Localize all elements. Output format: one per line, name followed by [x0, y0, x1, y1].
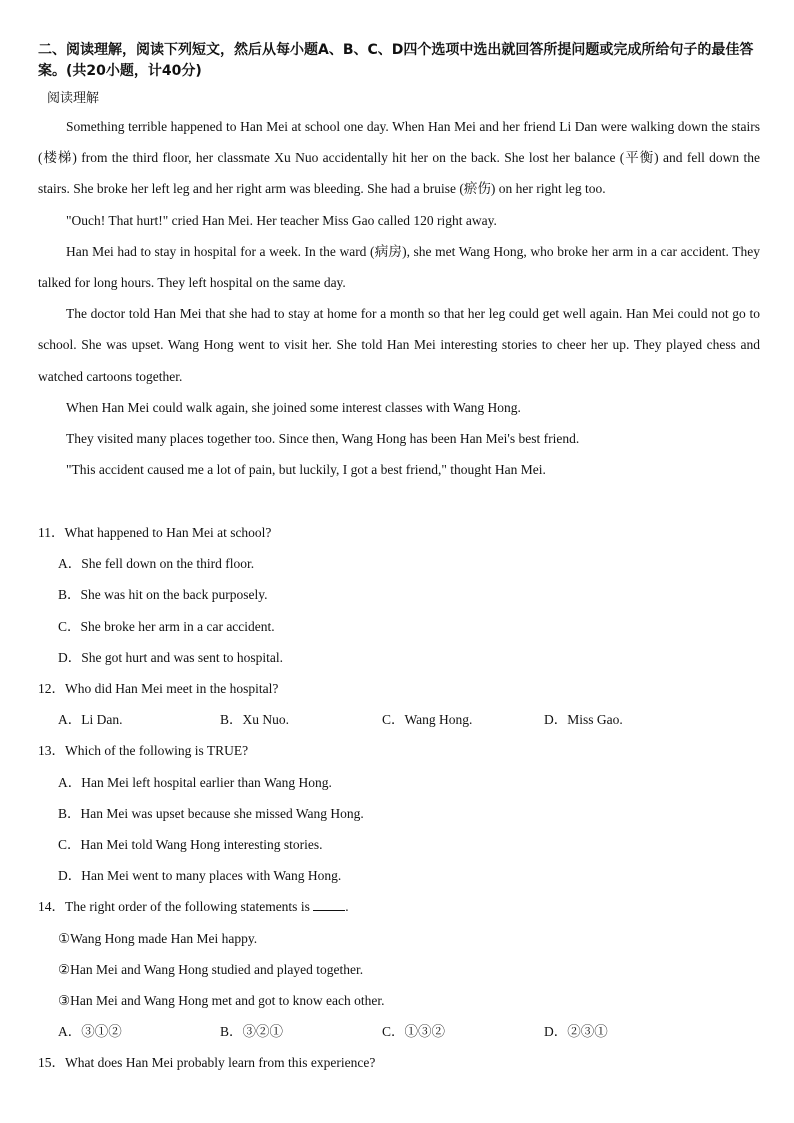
- question-12-option-c: C．Wang Hong.: [382, 712, 473, 728]
- passage-paragraph: Han Mei had to stay in hospital for a week. In the ward (病房), she met Wang Hong, who broke her arm in a car accident. They talked for long hours. They left hospital on the same day.: [38, 243, 760, 291]
- question-13-stem: 13．Which of the following is TRUE?: [38, 743, 249, 759]
- question-13-option-a: A．Han Mei left hospital earlier than Wang Hong.: [58, 774, 332, 790]
- question-12-option-b: B．Xu Nuo.: [220, 712, 290, 728]
- question-14-stem-line: [38, 891, 760, 922]
- question-13-option-c: C．Han Mei told Wang Hong interesting stories.: [58, 837, 323, 853]
- question-12-option-d: D．Miss Gao.: [544, 712, 623, 728]
- question-12-stem: 12．Who did Han Mei meet in the hospital?: [38, 681, 279, 697]
- question-11-stem: 11．What happened to Han Mei at school?: [38, 525, 272, 540]
- question-11-option-d: D．She got hurt and was sent to hospital.: [58, 649, 283, 665]
- question-14-option-c: C．①③②: [382, 1024, 446, 1040]
- question-15-stem: 15．What does Han Mei probably learn from this experience?: [38, 1055, 376, 1071]
- question-14-option-a: A．③①②: [58, 1024, 122, 1040]
- question-list: [38, 517, 760, 1079]
- passage-paragraph: "This accident caused me a lot of pain, but luckily, I got a best friend," thought Han Mei.: [66, 462, 546, 478]
- passage-paragraph: When Han Mei could walk again, she joined some interest classes with Wang Hong.: [66, 399, 521, 415]
- passage-paragraph: Something terrible happened to Han Mei at school one day. When Han Mei and her friend Li Dan were walking down the stairs (楼梯) from the third floor, her classmate Xu Nuo accidentally hit her on the back. She lost her balance (平衡) and fell down the stairs. She broke her left leg and her right arm was bleeding. She had a bruise (瘀伤) on her right leg too.: [38, 119, 760, 197]
- section-heading: 二、阅读理解，阅读下列短文，然后从每小题A、B、C、D四个选项中选出就回答所提问题或完成所给句子的最佳答案。(共20小题，计40分): [38, 42, 754, 79]
- question-14-stem: 14．The right order of the following statements is: [38, 899, 310, 915]
- question-11-option-b: B．She was hit on the back purposely.: [58, 587, 268, 603]
- reading-passage: [38, 111, 760, 485]
- question-14-statement-2: ②Han Mei and Wang Hong studied and played together.: [58, 961, 364, 977]
- passage-paragraph: "Ouch! That hurt!" cried Han Mei. Her teacher Miss Gao called 120 right away.: [66, 212, 497, 228]
- passage-paragraph: The doctor told Han Mei that she had to stay at home for a month so that her leg could get well again. Han Mei could not go to school. She was upset. Wang Hong went to visit her. She told Han Mei interesting stories to cheer her up. They played chess and watched cartoons together.: [38, 306, 760, 384]
- passage-paragraph: They visited many places together too. Since then, Wang Hong has been Han Mei's best friend.: [66, 431, 580, 447]
- question-12-option-a: A．Li Dan.: [58, 712, 123, 728]
- question-14-stem-end: .: [345, 899, 349, 915]
- question-14-option-d: D．②③①: [544, 1024, 608, 1040]
- answer-blank: [313, 898, 345, 911]
- question-14-option-b: B．③②①: [220, 1024, 284, 1040]
- question-14-statement-1: ①Wang Hong made Han Mei happy.: [58, 930, 258, 946]
- question-13-option-b: B．Han Mei was upset because she missed Wang Hong.: [58, 805, 364, 821]
- question-11-option-c: C．She broke her arm in a car accident.: [58, 618, 275, 634]
- question-14-statement-3: ③Han Mei and Wang Hong met and got to know each other.: [58, 993, 385, 1009]
- question-14-options: [38, 1016, 760, 1047]
- question-12-options: [38, 704, 760, 735]
- section-subheading: 阅读理解: [47, 91, 100, 106]
- question-13-option-d: D．Han Mei went to many places with Wang Hong.: [58, 868, 342, 884]
- question-11-option-a: A．She fell down on the third floor.: [58, 556, 255, 572]
